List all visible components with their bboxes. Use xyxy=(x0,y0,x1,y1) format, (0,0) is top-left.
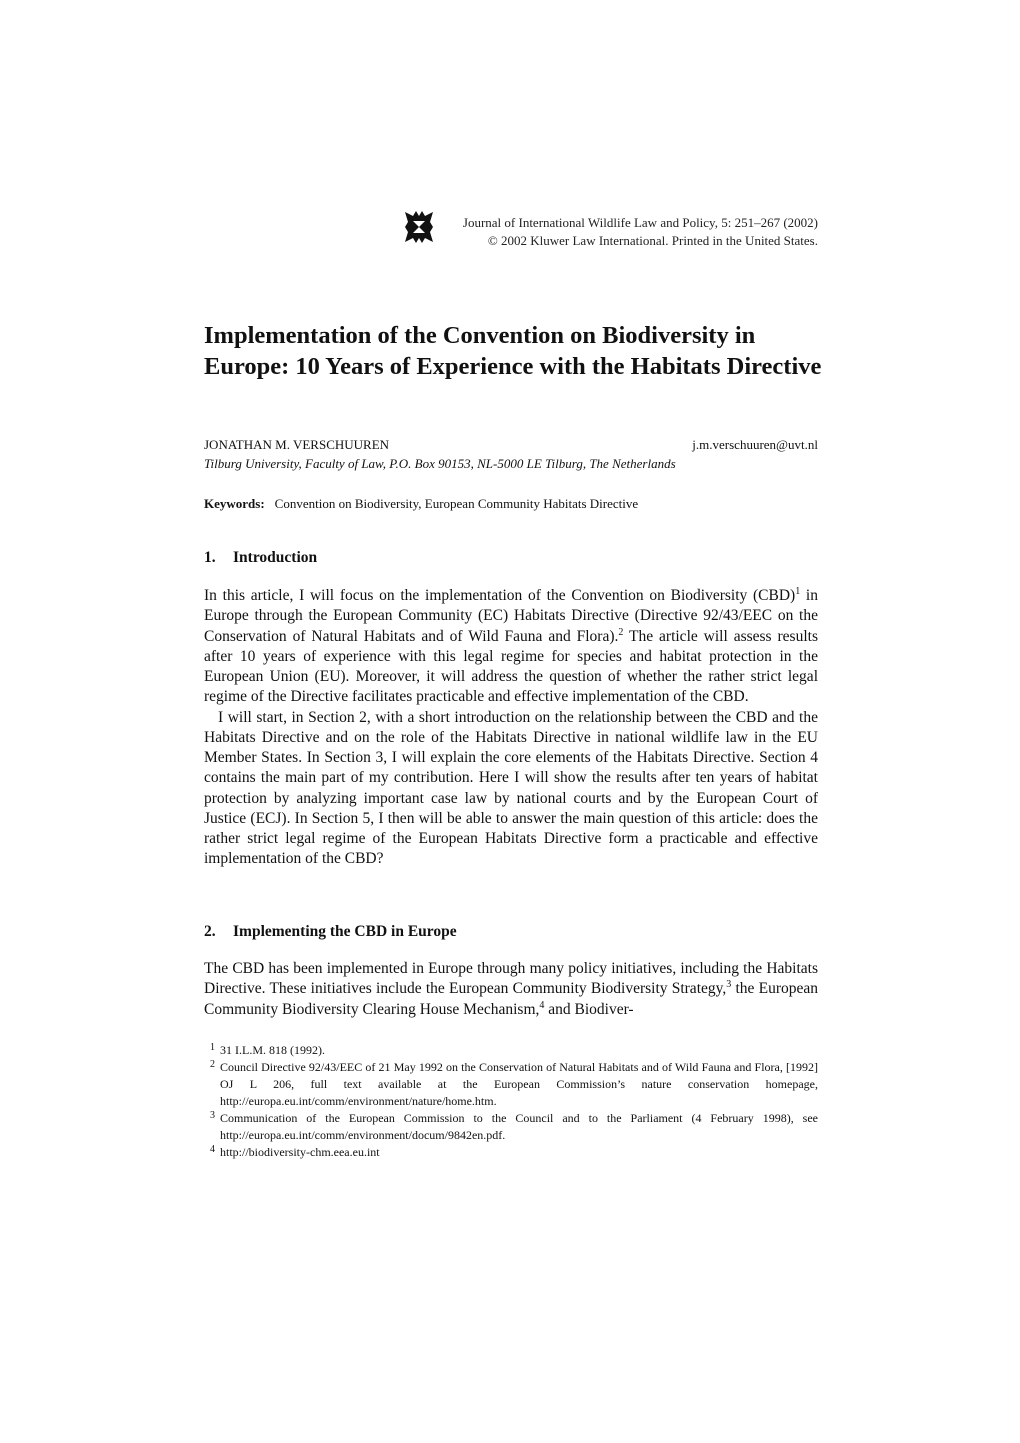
section-number: 2. xyxy=(204,923,216,940)
footnote-number: 2 xyxy=(210,1059,215,1070)
publisher-logo-icon xyxy=(404,210,434,244)
paragraph xyxy=(204,586,818,708)
author-email: j.m.verschuuren@uvt.nl xyxy=(692,437,818,452)
keywords-line xyxy=(204,496,638,512)
paragraph xyxy=(204,959,818,1020)
footnote xyxy=(204,1144,818,1161)
keywords-text: Convention on Biodiversity, European Community Habitats Directive xyxy=(274,496,639,511)
section-title: Introduction xyxy=(233,549,318,566)
footnote-text: Communication of the European Commission to the Council and to the Parliament (4 February 1998), see http://europa.eu.int/comm/environment/docum/9842en.pdf. xyxy=(220,1111,818,1142)
author-row xyxy=(204,437,818,453)
text-run: The article will assess results after 10 years of experience with this legal regime for species and habitat protection in the European Union (EU). Moreover, it will address the question of whether the rather strict legal regime of the Directive facilitates practicable and effective implementation of the CBD. xyxy=(204,627,818,706)
section-body-introduction xyxy=(204,586,818,870)
text-run: In this article, I will focus on the implementation of the Convention on Biodiversity (CBD) xyxy=(204,587,796,604)
footnote-number: 1 xyxy=(210,1042,215,1053)
section-heading-implementing xyxy=(204,923,457,941)
article-title: Implementation of the Convention on Biodiversity in Europe: 10 Years of Experience with the Habitats Directive xyxy=(204,322,822,380)
footnotes xyxy=(204,1042,818,1161)
footnote xyxy=(204,1059,818,1110)
section-title: Implementing the CBD in Europe xyxy=(233,923,457,940)
footnote xyxy=(204,1042,818,1059)
footnote-ref: 3 xyxy=(726,979,732,991)
text-run: in Europe through the European Community (EC) Habitats Directive (Directive 92/43/EEC on the Conservation of Natural Habitats and of Wild Fauna and Flora). xyxy=(204,587,818,645)
text-run: The CBD has been implemented in Europe through many policy initiatives, including the Habitats Directive. These initiatives include the European Community Biodiversity Strategy, xyxy=(204,960,818,998)
journal-header xyxy=(463,214,818,250)
section-number: 1. xyxy=(204,549,216,566)
text-run: and Biodiver- xyxy=(544,1000,634,1018)
copyright-notice: © 2002 Kluwer Law International. Printed in the United States. xyxy=(487,233,818,248)
author-name: JONATHAN M. VERSCHUUREN xyxy=(204,437,390,452)
text-run: the European Community Biodiversity Clearing House Mechanism, xyxy=(204,980,818,1018)
footnote-ref: 2 xyxy=(618,626,624,638)
section-body-implementing xyxy=(204,959,818,1020)
section-heading-introduction xyxy=(204,549,317,567)
footnote-number: 3 xyxy=(210,1110,215,1121)
footnote-text: http://biodiversity-chm.eea.eu.int xyxy=(220,1145,380,1159)
author-affiliation: Tilburg University, Faculty of Law, P.O. Box 90153, NL-5000 LE Tilburg, The Netherlands xyxy=(204,456,676,471)
footnote xyxy=(204,1110,818,1144)
footnote-ref: 1 xyxy=(795,585,801,597)
footnote-number: 4 xyxy=(210,1144,215,1155)
journal-citation: Journal of International Wildlife Law and Policy, 5: 251–267 (2002) xyxy=(462,215,818,230)
footnote-text: 31 I.L.M. 818 (1992). xyxy=(220,1043,325,1057)
footnote-ref: 4 xyxy=(539,999,545,1011)
paragraph: I will start, in Section 2, with a short introduction on the relationship between the CBD and the Habitats Directive and on the role of the Habitats Directive in national wildlife law in the EU Member States. In Section 3, I will explain the core elements of the Habitats Directive. Section 4 contains the main part of my contribution. Here I will show the results after ten years of habitat protection by analyzing important case law by national courts and by the European Court of Justice (ECJ). In Section 5, I then will be able to answer the main question of this article: does the rather strict legal regime of the European Habitats Directive form a practicable and effective implementation of the CBD? xyxy=(204,708,818,868)
keywords-label: Keywords: xyxy=(204,496,265,511)
footnote-text: Council Directive 92/43/EEC of 21 May 1992 on the Conservation of Natural Habitats and of Wild Fauna and Flora, [1992] OJ L 206, full text available at the European Commission’s nature conservation homepage, http://europa.eu.int/comm/environment/nature/home.htm. xyxy=(220,1060,818,1108)
